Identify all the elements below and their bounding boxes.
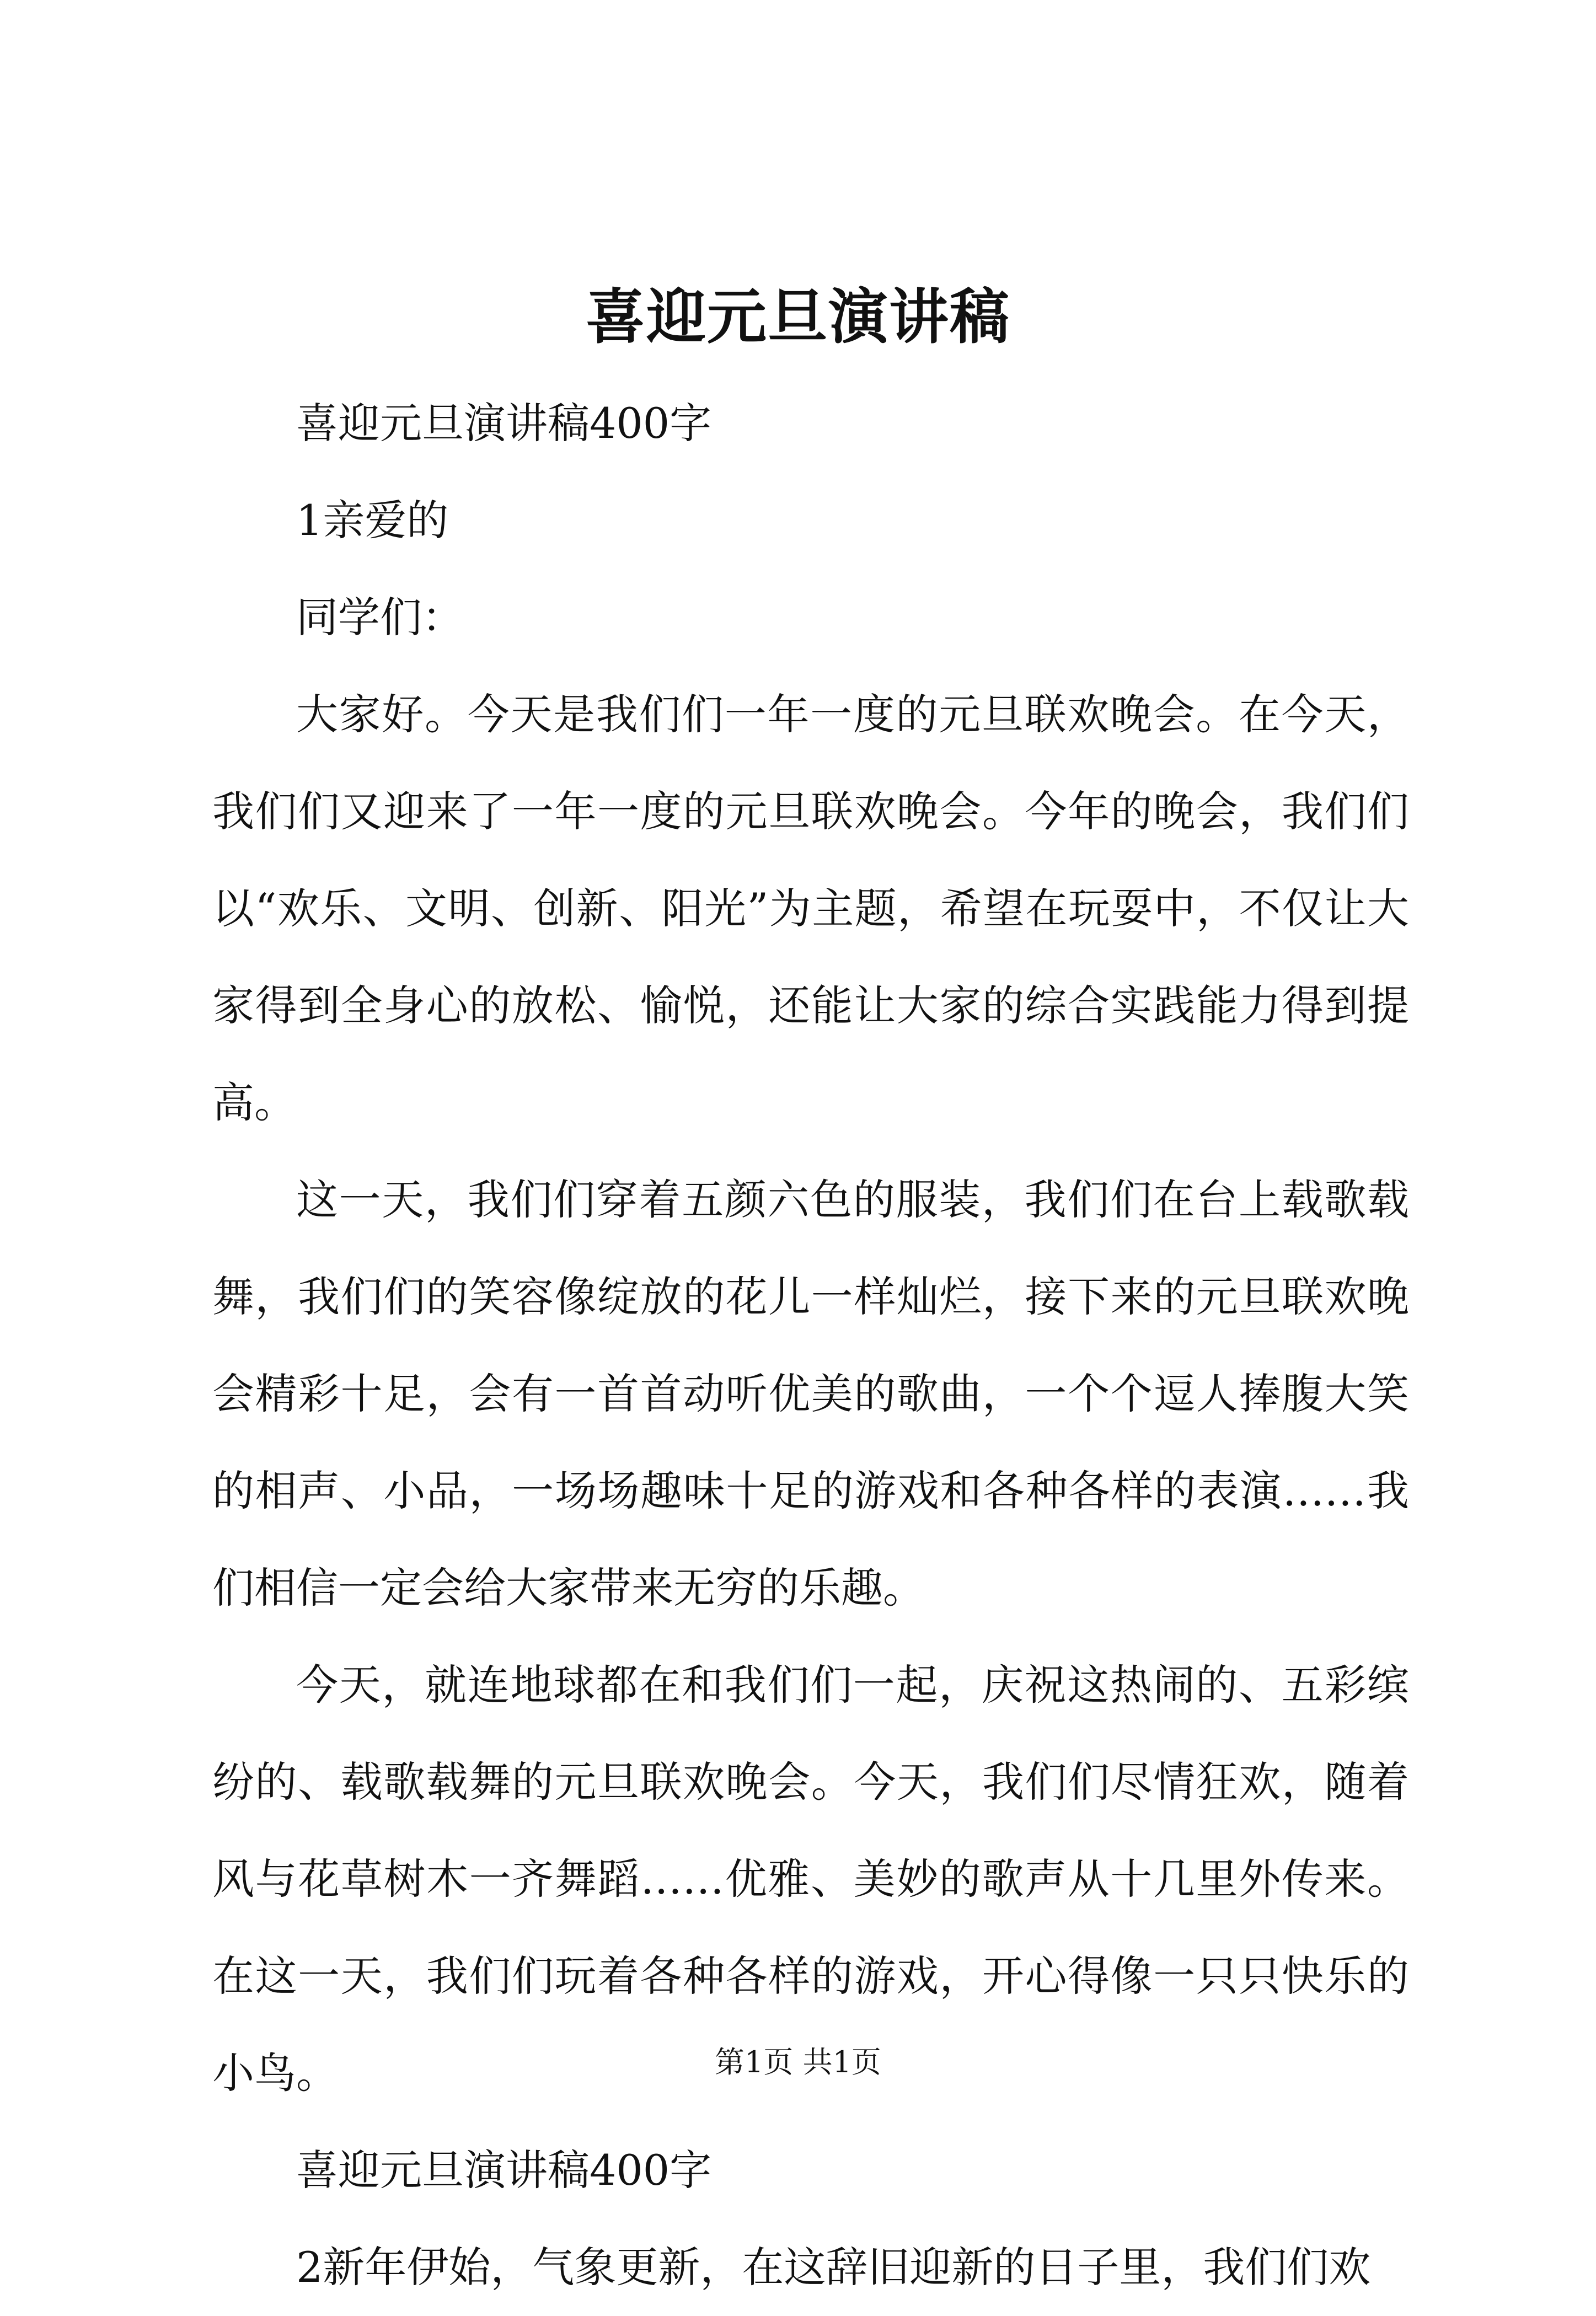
paragraph: 喜迎元旦演讲稿400字	[296, 2146, 712, 2195]
paragraph: 1亲爱的	[296, 496, 449, 545]
paragraph: 喜迎元旦演讲稿400字	[296, 399, 712, 448]
document-body	[212, 375, 1409, 2316]
paragraph: 同学们：	[296, 593, 464, 642]
paragraph: 大家好。今天是我们们一年一度的元旦联欢晚会。在今天，我们们又迎来了一年一度的元旦联欢晚会。今年的晚会，我们们以“欢乐、文明、创新、阳光”为主题，希望在玩耍中，不仅让大家得到全身心的放松、愉悦，还能让大家的综合实践能力得到提高。	[212, 690, 1409, 1127]
document-title: 喜迎元旦演讲稿	[585, 282, 1010, 352]
paragraph: 2新年伊始，气象更新，在这辞旧迎新的日子里，我们们欢	[296, 2243, 1371, 2292]
page-number-footer: 第1页 共1页	[715, 2045, 881, 2079]
paragraph: 这一天，我们们穿着五颜六色的服装，我们们在台上载歌载舞，我们们的笑容像绽放的花儿一样灿烂，接下来的元旦联欢晚会精彩十足，会有一首首动听优美的歌曲，一个个逗人捧腹大笑的相声、小品，一场场趣味十足的游戏和各种各样的表演……我们相信一定会给大家带来无穷的乐趣。	[212, 1175, 1409, 1612]
paragraph: 今天，就连地球都在和我们们一起，庆祝这热闹的、五彩缤纷的、载歌载舞的元旦联欢晚会。今天，我们们尽情狂欢，随着风与花草树木一齐舞蹈……优雅、美妙的歌声从十几里外传来。在这一天，我们们玩着各种各样的游戏，开心得像一只只快乐的小鸟。	[212, 1660, 1409, 2098]
